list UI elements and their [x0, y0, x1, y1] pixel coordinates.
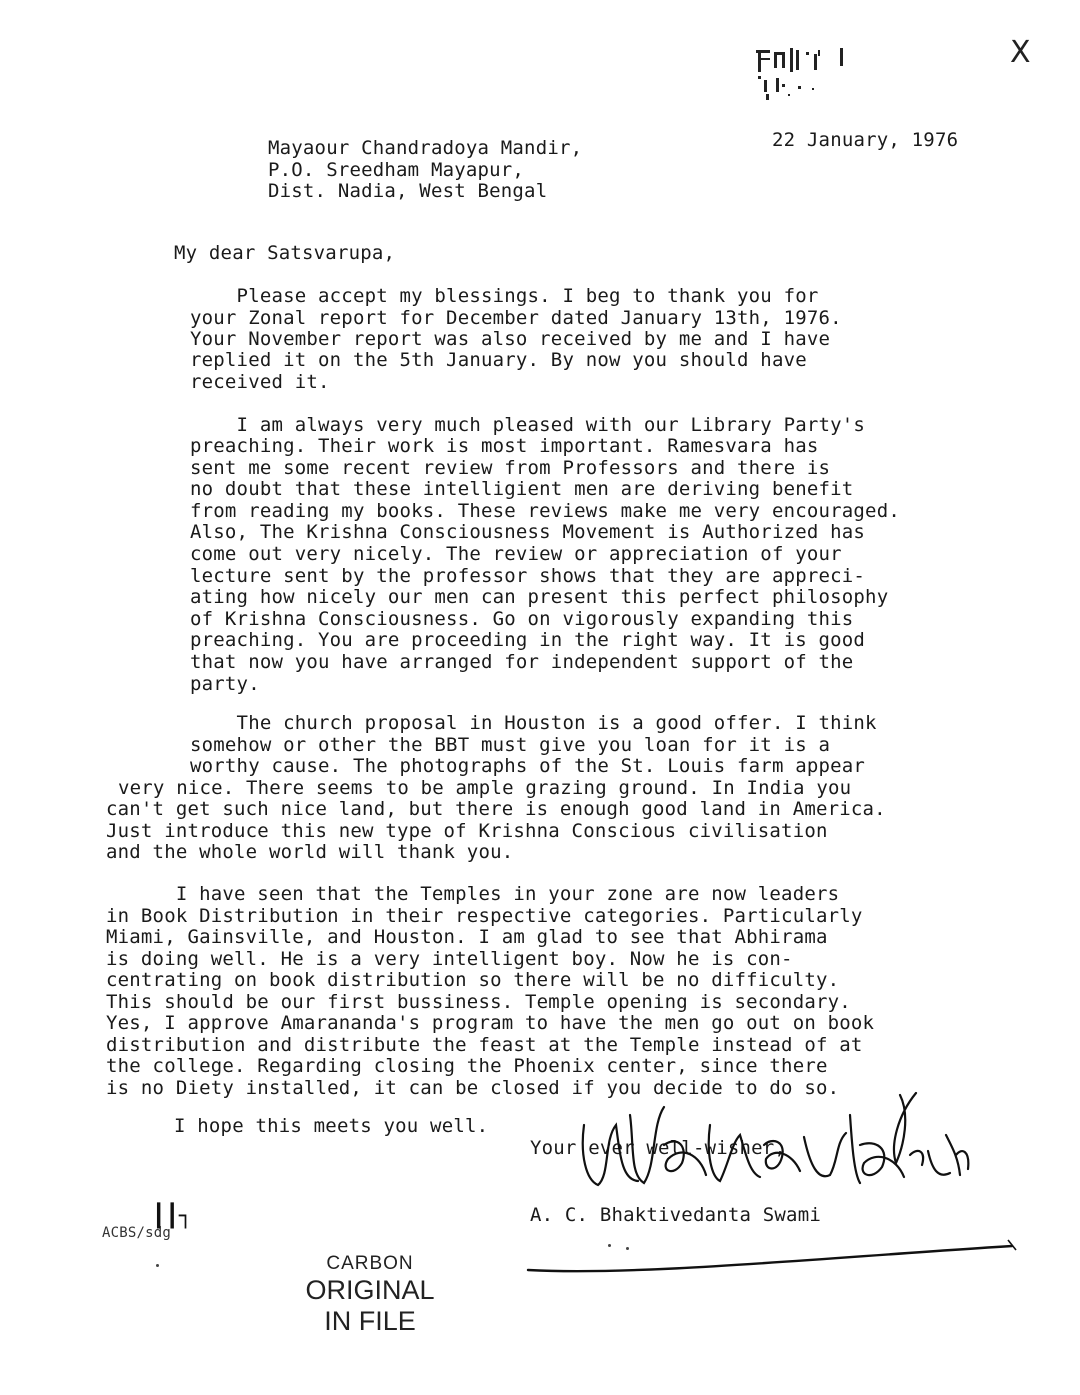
text-line: preaching. Their work is most important. Ramesvara has [190, 435, 819, 457]
text-line: come out very nicely. The review or appreciation of your [190, 543, 842, 565]
reference-initials: ACBS/sdg [102, 1225, 172, 1241]
carbon-stamp-line: ORIGINAL [305, 1275, 435, 1305]
corner-x-mark: X [1010, 35, 1031, 70]
text-line: and the whole world will thank you. [106, 841, 514, 863]
address-line: Mayaour Chandradoya Mandir, [268, 137, 583, 159]
text-line: Miami, Gainsville, and Houston. I am glad to see that Abhirama [106, 926, 828, 948]
text-line: I am always very much pleased with our Library Party's [190, 414, 866, 436]
text-line: distribution and distribute the feast at the Temple instead of at [106, 1034, 863, 1056]
text-line: from reading my books. These reviews make me very encouraged. [190, 500, 900, 522]
handwritten-signature [560, 1085, 980, 1215]
text-line: can't get such nice land, but there is enough good land in America. [106, 798, 886, 820]
text-line: very nice. There seems to be ample grazing ground. In India you [118, 777, 852, 799]
text-line: replied it on the 5th January. By now you should have [190, 349, 807, 371]
text-line: that now you have arranged for independent support of the [190, 651, 854, 673]
text-line: your Zonal report for December dated January 13th, 1976. [190, 307, 842, 329]
text-line: worthy cause. The photographs of the St. Louis farm appear [190, 755, 866, 777]
text-line: sent me some recent review from Professors and there is [190, 457, 831, 479]
ink-speck [626, 1247, 629, 1250]
text-line: This should be our first bussiness. Temple opening is secondary. [106, 991, 851, 1013]
text-line: centrating on book distribution so there will be no difficulty. [106, 969, 840, 991]
text-line: lecture sent by the professor shows that they are appreci- [190, 565, 866, 587]
text-line: in Book Distribution in their respective categories. Particularly [106, 905, 863, 927]
text-line: of Krishna Consciousness. Go on vigorously expanding this [190, 608, 854, 630]
address-line: P.O. Sreedham Mayapur, [268, 159, 525, 181]
archive-stamp-mark [752, 44, 862, 104]
text-line: Please accept my blessings. I beg to thank you for [190, 285, 819, 307]
text-line: preaching. You are proceeding in the right way. It is good [190, 629, 866, 651]
text-line: received it. [190, 371, 330, 393]
closing-line: I hope this meets you well. [174, 1115, 489, 1137]
text-line: no doubt that these intelligient men are deriving benefit [190, 478, 854, 500]
carbon-stamp-line: IN FILE [324, 1306, 416, 1336]
address-line: Dist. Nadia, West Bengal [268, 180, 548, 202]
text-line: Just introduce this new type of Krishna Conscious civilisation [106, 820, 828, 842]
handwritten-reference-mark: ┃┃┐ [152, 1204, 193, 1229]
text-line: The church proposal in Houston is a good offer. I think [190, 712, 877, 734]
valediction: Your ever well-wisher, [530, 1137, 787, 1159]
text-line: I have seen that the Temples in your zone are now leaders [106, 883, 840, 905]
ink-speck [156, 1264, 159, 1267]
salutation: My dear Satsvarupa, [174, 242, 396, 264]
text-line: is doing well. He is a very intelligent boy. Now he is con- [106, 948, 793, 970]
text-line: Also, The Krishna Consciousness Movement is Authorized has [190, 521, 866, 543]
underline-stroke [520, 1228, 1020, 1288]
text-line: is no Diety installed, it can be closed if you decide to do so. [106, 1077, 840, 1099]
letter-date: 22 January, 1976 [772, 129, 959, 151]
signature-name: A. C. Bhaktivedanta Swami [530, 1204, 821, 1226]
ink-speck [608, 1244, 611, 1247]
text-line: party. [190, 673, 260, 695]
text-line: ating how nicely our men can present this perfect philosophy [190, 586, 889, 608]
text-line: somehow or other the BBT must give you loan for it is a [190, 734, 831, 756]
text-line: Yes, I approve Amarananda's program to have the men go out on book [106, 1012, 875, 1034]
text-line: Your November report was also received by me and I have [190, 328, 831, 350]
text-line: the college. Regarding closing the Phoenix center, since there [106, 1055, 828, 1077]
carbon-stamp-line: CARBON [326, 1253, 414, 1274]
